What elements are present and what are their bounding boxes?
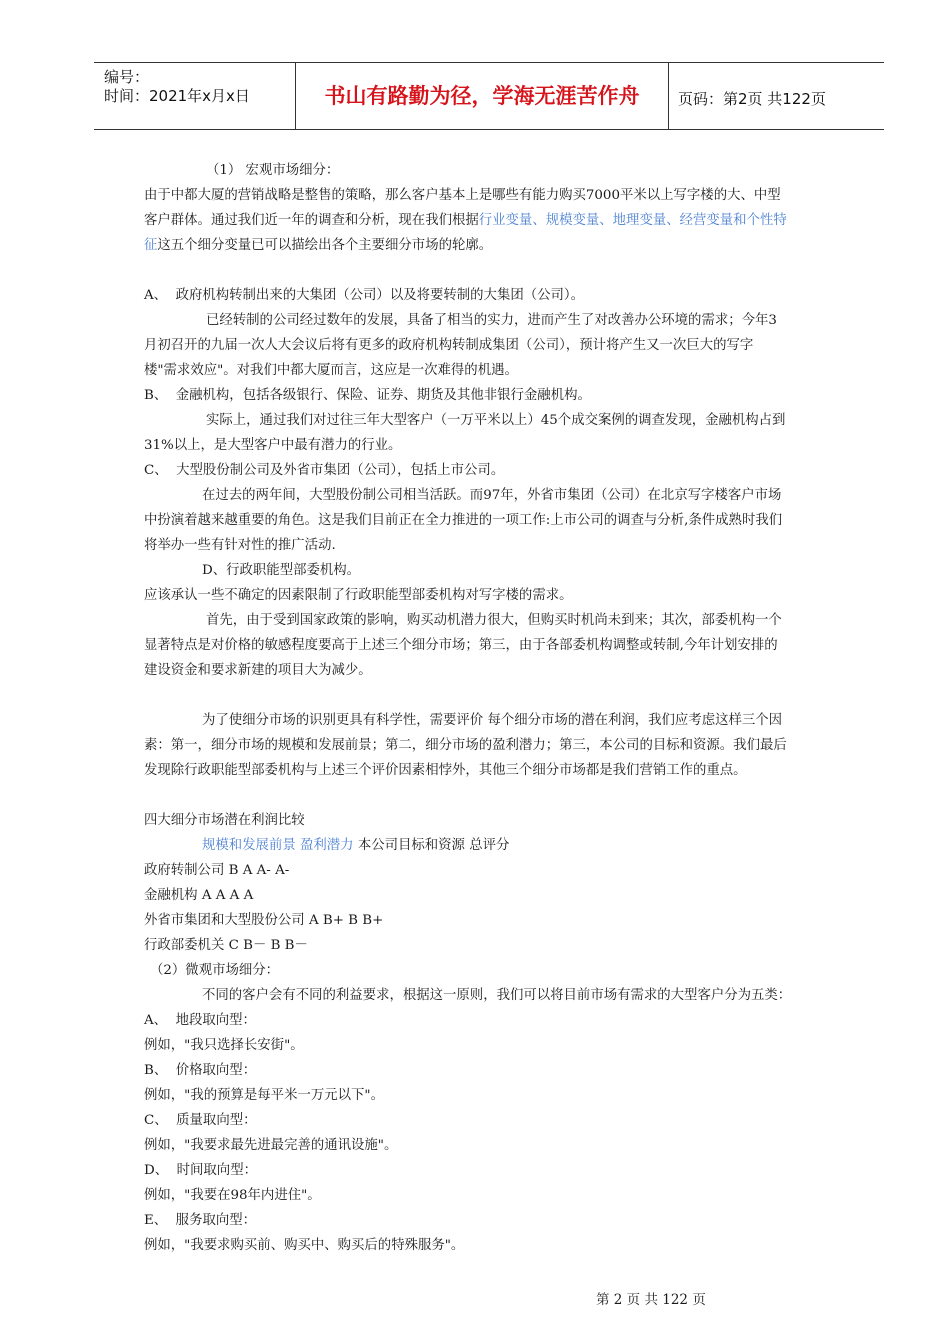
paragraph: 由于中都大厦的营销战略是整售的策略，那么客户基本上是哪些有能力购买7000平米以上写字楼的大、中型 — [144, 188, 781, 203]
paragraph: B、 金融机构，包括各级银行、保险、证券、期货及其他非银行金融机构。 — [144, 388, 591, 403]
paragraph: 不同的客户会有不同的利益要求，根据这一原则，我们可以将目前市场有需求的大型客户分为五类： — [202, 988, 792, 1003]
paragraph: 显著特点是对价格的敏感程度要高于上述三个细分市场；第三，由于各部委机构调整或转制,今年计划安排的 — [144, 638, 778, 653]
paragraph: 例如，"我只选择长安街"。 — [144, 1038, 304, 1053]
paragraph — [144, 233, 834, 258]
paragraph: 例如，"我的预算是每平米一万元以下"。 — [144, 1088, 384, 1103]
paragraph: 在过去的两年间，大型股份制公司相当活跃。而97年，外省市集团（公司）在北京写字楼客户市场 — [202, 488, 782, 503]
header-motto: 书山有路勤为径，学海无涯苦作舟 — [324, 84, 640, 108]
list-item: B、 价格取向型： — [144, 1063, 257, 1078]
paragraph: 月初召开的九届一次人大会议后将有更多的政府机构转制成集团（公司），预计将产生又一次巨大的写字 — [144, 338, 754, 353]
paragraph: 建设资金和要求新建的项目大为减少。 — [144, 663, 372, 678]
serial-number-label: 编号： — [104, 68, 150, 86]
paragraph: 发现除行政职能型部委机构与上述三个评价因素相悖外，其他三个细分市场都是我们营销工作的重点。 — [144, 763, 747, 778]
table-row: 金融机构 A A A A — [144, 888, 254, 903]
paragraph: A、 政府机构转制出来的大集团（公司）以及将要转制的大集团（公司）。 — [144, 288, 584, 303]
paragraph: （1） 宏观市场细分： — [206, 163, 340, 178]
table-row: 政府转制公司 B A A- A- — [144, 863, 290, 878]
paragraph: 楼"需求效应"。对我们中都大厦而言，这应是一次难得的机遇。 — [144, 363, 518, 378]
list-item: C、 质量取向型： — [144, 1113, 257, 1128]
list-item: A、 地段取向型： — [144, 1013, 256, 1028]
paragraph: （2）微观市场细分： — [150, 963, 280, 978]
list-item: E、 服务取向型： — [144, 1213, 257, 1228]
paragraph: D、行政职能型部委机构。 — [202, 563, 361, 578]
paragraph — [144, 208, 834, 233]
document-body — [144, 158, 834, 1258]
table-row: 外省市集团和大型股份公司 A B+ B B+ — [144, 913, 384, 928]
time-label: 时间：2021年x月x日 — [104, 87, 250, 105]
header-divider-right — [668, 62, 669, 129]
text-run: 本公司目标和资源 总评分 — [353, 838, 510, 853]
paragraph: 素：第一，细分市场的规模和发展前景；第二，细分市场的盈利潜力；第三，本公司的目标和资源。我们最后 — [144, 738, 787, 753]
paragraph: 实际上，通过我们对过往三年大型客户（一万平米以上）45个成交案例的调查发现，金融机构占到 — [206, 413, 786, 428]
paragraph: 首先，由于受到国家政策的影响，购买动机潜力很大，但购买时机尚未到来；其次，部委机构一个 — [206, 613, 782, 628]
segment-variables-link[interactable]: 行业变量、规模变量、地理变量、经营变量和个性特 — [478, 213, 787, 228]
paragraph: 中扮演着越来越重要的角色。这是我们目前正在全力推进的一项工作:上市公司的调查与分析,条件成熟时我们 — [144, 513, 783, 528]
list-item: D、 时间取向型： — [144, 1163, 257, 1178]
footer-page-number: 第 2 页 共 122 页 — [596, 1292, 706, 1308]
segment-variables-link-cont[interactable]: 征 — [144, 238, 158, 253]
paragraph: 例如，"我要求最先进最完善的通讯设施"。 — [144, 1138, 398, 1153]
paragraph: C、 大型股份制公司及外省市集团（公司），包括上市公司。 — [144, 463, 505, 478]
table-header-row — [144, 833, 834, 858]
header-bottom-rule — [94, 129, 884, 130]
header-page-info: 页码：第2页 共122页 — [678, 90, 826, 108]
paragraph: 例如，"我要求购买前、购买中、购买后的特殊服务"。 — [144, 1238, 465, 1253]
paragraph: 为了使细分市场的识别更具有科学性，需要评价 每个细分市场的潜在利润，我们应考虑这样三个因 — [202, 713, 783, 728]
table-row: 行政部委机关 C B－ B B－ — [144, 938, 308, 953]
header-top-rule — [94, 62, 884, 63]
text-run: 这五个细分变量已可以描绘出各个主要细分市场的轮廓。 — [157, 238, 493, 253]
paragraph: 将举办一些有针对性的推广活动. — [144, 538, 336, 553]
paragraph: 已经转制的公司经过数年的发展，具备了相当的实力，进而产生了对改善办公环境的需求；今年3 — [206, 313, 777, 328]
paragraph: 例如，"我要在98年内进住"。 — [144, 1188, 321, 1203]
text-run: 客户群体。通过我们近一年的调查和分析，现在我们根据 — [144, 213, 479, 228]
criteria-link[interactable]: 规模和发展前景 盈利潜力 — [202, 838, 354, 853]
paragraph: 应该承认一些不确定的因素限制了行政职能型部委机构对写字楼的需求。 — [144, 588, 573, 603]
paragraph: 31%以上，是大型客户中最有潜力的行业。 — [144, 438, 402, 453]
section-heading: 四大细分市场潜在利润比较 — [144, 813, 305, 828]
